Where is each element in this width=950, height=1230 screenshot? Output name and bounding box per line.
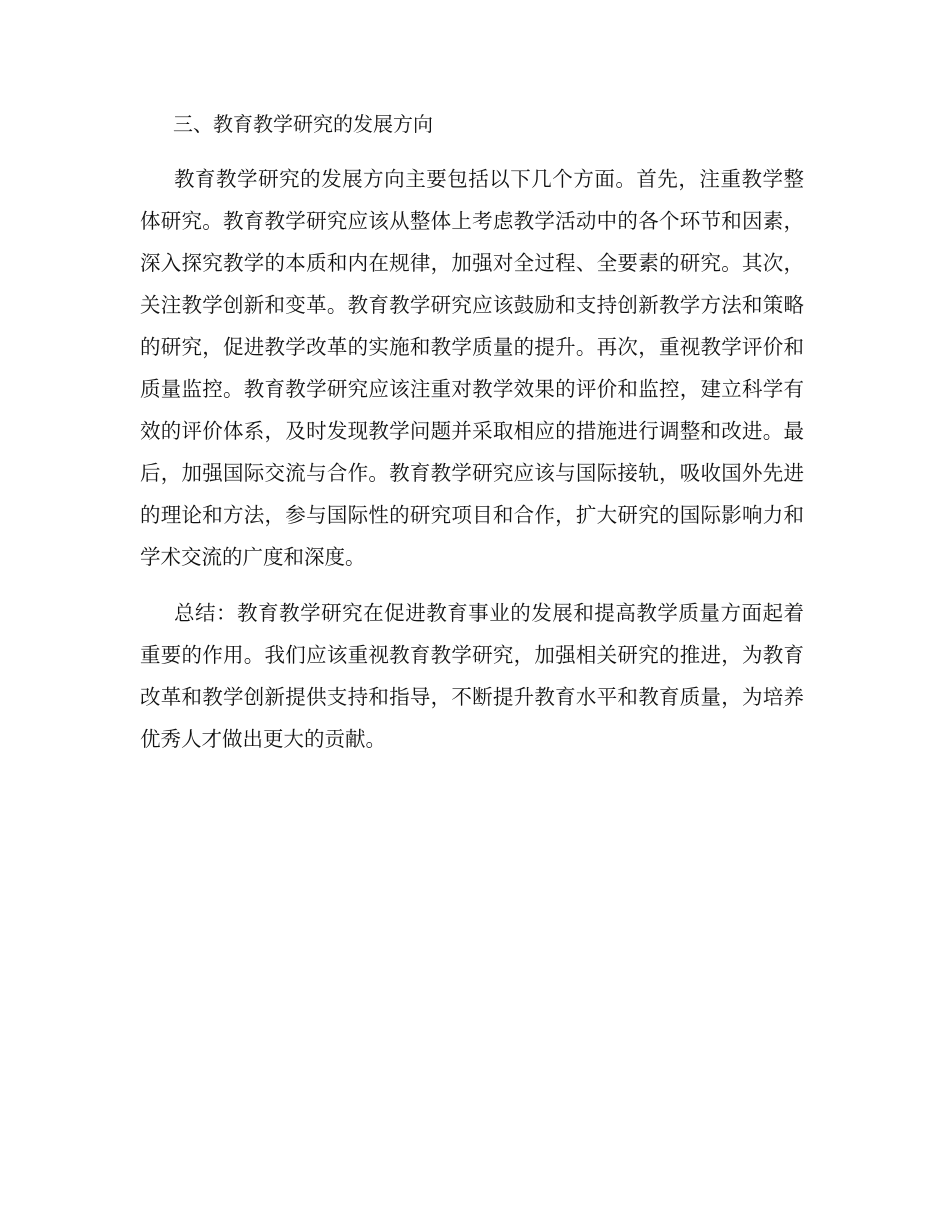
paragraph-development-directions: 教育教学研究的发展方向主要包括以下几个方面。首先，注重教学整体研究。教育教学研究应该从整体上考虑教学活动中的各个环节和因素，深入探究教学的本质和内在规律，加强对全过程、全要素的研究。其次，关注教学创新和变革。教育教学研究应该鼓励和支持创新教学方法和策略的研究，促进教学改革的实施和教学质量的提升。再次，重视教学评价和质量监控。教育教学研究应该注重对教学效果的评价和监控，建立科学有效的评价体系，及时发现教学问题并采取相应的措施进行调整和改进。最后，加强国际交流与合作。教育教学研究应该与国际接轨，吸收国外先进的理论和方法，参与国际性的研究项目和合作，扩大研究的国际影响力和学术交流的广度和深度。 [140, 167, 804, 569]
section-heading: 三、教育教学研究的发展方向 [173, 112, 433, 136]
document-body [140, 106, 804, 774]
paragraph-summary: 总结：教育教学研究在促进教育事业的发展和提高教学质量方面起着重要的作用。我们应该重视教育教学研究，加强相关研究的推进，为教育改革和教学创新提供支持和指导，不断提升教育水平和教育质量，为培养优秀人才做出更大的贡献。 [140, 601, 804, 751]
